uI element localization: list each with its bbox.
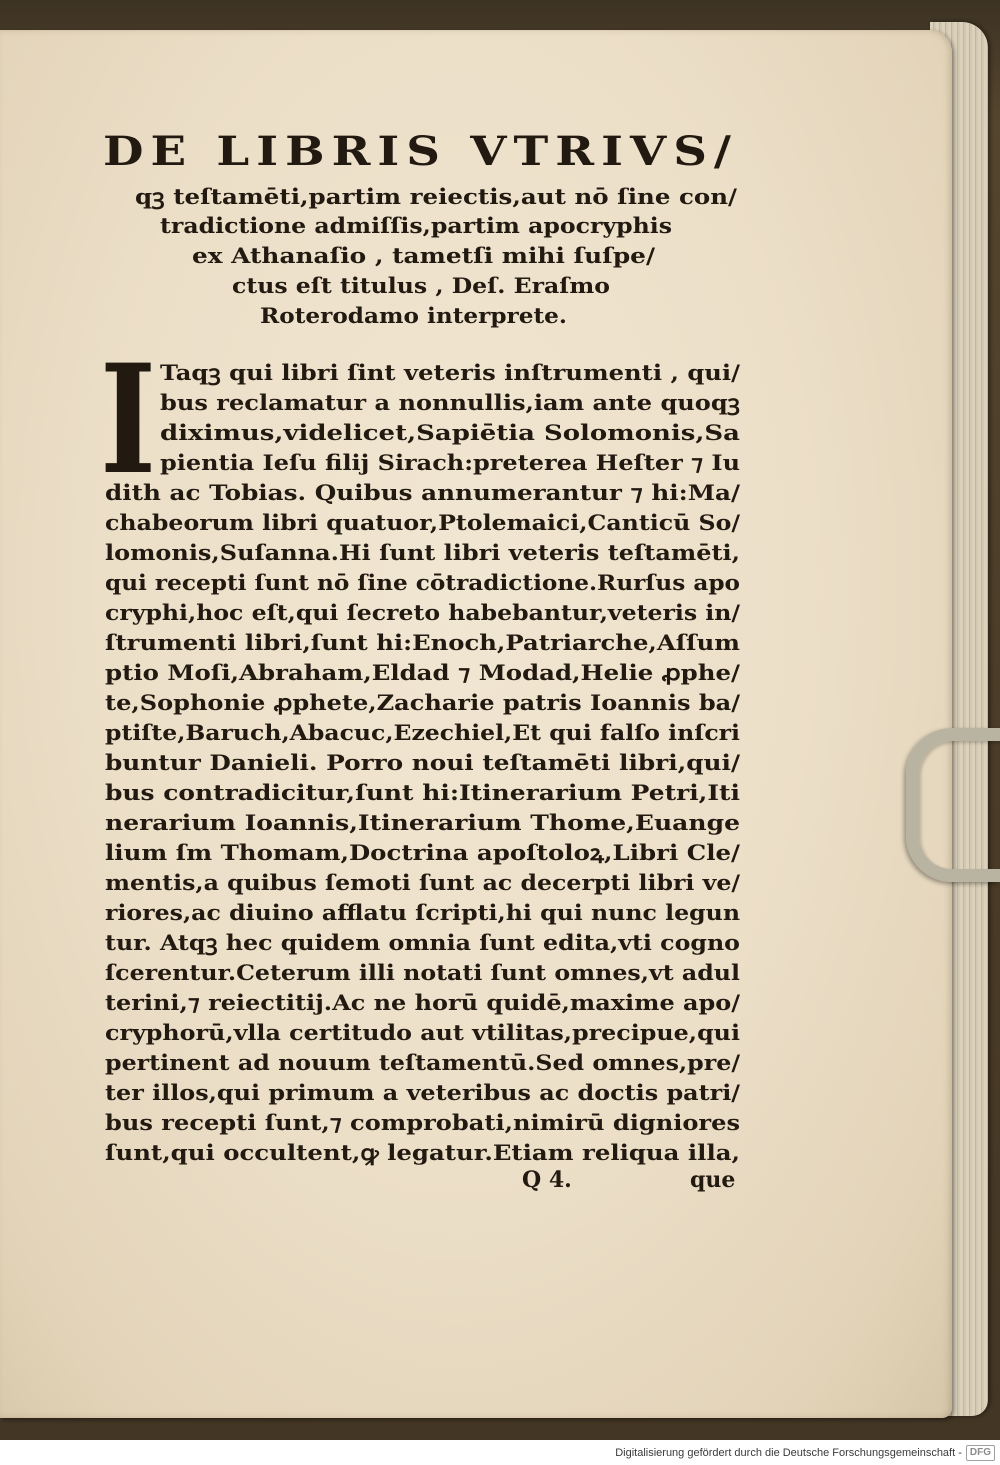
text-line-content: ſunt,qui occultent,ꝙ legatur.Etiam reliqua illa, [105,1140,740,1165]
text-line [105,688,740,718]
text-line-content: ptiſte,Baruch,Abacuc,Ezechiel,Et qui falſo inſcri [105,720,740,745]
text-line [105,1108,740,1138]
title-line [160,211,672,241]
title-line [192,241,655,271]
text-line-content: cryphi,hoc eſt,qui ſecreto habebantur,veteris in/ [105,600,740,625]
text-line [105,778,740,808]
text-line [105,658,740,688]
title-line [135,182,737,212]
text-line-content: bus contradicitur,ſunt hi:Itinerarium Petri,Iti [105,780,740,805]
text-line-content: terini,⁊ reiectitij.Ac ne horū quidē,maxime apo/ [105,990,740,1015]
title-line-text: qꝫ teſtamēti,partim reiectis,aut nō ſine con/ [135,184,737,209]
text-line [105,1048,740,1078]
text-line-content: chabeorum libri quatuor,Ptolemaici,Canticū So/ [105,510,740,535]
text-line-content: ſcerentur.Ceterum illi notati ſunt omnes,vt adul [105,960,740,985]
text-line [105,928,740,958]
text-line [105,1078,740,1108]
text-line [105,838,740,868]
text-line [105,988,740,1018]
text-line [160,388,740,418]
text-line [105,748,740,778]
text-line-content: bus recepti ſunt,⁊ comprobati,nimirū digniores [105,1110,741,1135]
text-line [105,478,740,508]
title-line-text: Roterodamo interprete. [260,303,567,328]
title-line [103,128,738,176]
title-line-text: ctus eſt titulus , Deſ. Eraſmo [232,273,610,298]
catchword: que [690,1167,736,1193]
title-line-text: ex Athanaſio , tametſi mihi ſuſpe/ [192,243,655,268]
text-line-content: buntur Danieli. Porro noui teſtamēti libri,qui/ [105,750,741,775]
text-line [105,958,740,988]
text-line [160,448,740,478]
text-line-content: Taqꝫ qui libri ſint veteris inſtrumenti , qui/ [160,360,740,385]
text-line-content: pientia Ieſu filij Sirach:preterea Heſter ⁊ Iu [160,450,740,475]
drop-cap: I [100,332,157,508]
text-line-content: te,Sophonie ꝓphete,Zacharie patris Ioannis ba/ [105,690,740,715]
text-line [105,508,740,538]
text-line [105,718,740,748]
text-line-content: riores,ac diuino afflatu ſcripti,hi qui nunc legun [105,900,740,925]
signature-mark: Q 4. [522,1167,572,1193]
text-line [105,1018,740,1048]
text-line-content: lium ſm Thomam,Doctrina apoſtoloꝝ,Libri Cle/ [105,840,740,865]
text-line [105,808,740,838]
text-line [160,358,740,388]
text-line-content: ptio Moſi,Abraham,Eldad ⁊ Modad,Helie ꝓphe/ [105,660,740,685]
text-line [105,868,740,898]
page-clasp [906,728,1000,882]
text-line [105,598,740,628]
text-line-content: lomonis,Suſanna.Hi ſunt libri veteris teſtamēti, [105,540,740,565]
text-line-content: bus reclamatur a nonnullis,iam ante quoqꝫ [160,390,740,415]
text-line-content: nerarium Ioannis,Itinerarium Thome,Euange [105,810,740,835]
text-line [160,418,740,448]
text-line [105,898,740,928]
text-line-content: ter illos,qui primum a veteribus ac doctis patri/ [105,1080,740,1105]
title-line-text: tradictione admiſſis,partim apocryphis [160,213,672,238]
dfg-logo: DFG [966,1445,995,1461]
text-line [105,1138,740,1168]
text-line-content: mentis,a quibus ſemoti ſunt ac decerpti libri ve/ [105,870,740,895]
text-line-content: cryphorū,vlla certitudo aut vtilitas,precipue,qui [105,1020,740,1045]
text-line [105,628,740,658]
body-text [105,358,740,1168]
title-line-text: DE LIBRIS VTRIVS/ [103,128,738,175]
text-line-content: qui recepti ſunt nō ſine cōtradictione.Rurſus apo [105,570,740,595]
text-line-content: ſtrumenti libri,ſunt hi:Enoch,Patriarche,Aſſum [105,630,740,655]
credit-text: Digitalisierung gefördert durch die Deutsche Forschungsgemeinschaft - [615,1446,962,1459]
digitization-credit-bar [0,1440,1000,1465]
text-line-content: dith ac Tobias. Quibus annumerantur ⁊ hi:Ma/ [105,480,740,505]
text-line [105,538,740,568]
text-line [105,568,740,598]
text-line-content: tur. Atqꝫ hec quidem omnia ſunt edita,vti cogno [105,930,740,955]
text-line-content: pertinent ad nouum teſtamentū.Sed omnes,pre/ [105,1050,740,1075]
title-line [260,301,567,331]
text-line-content: diximus,videlicet,Sapiētia Solomonis,Sa [160,420,740,445]
title-line [232,271,610,301]
